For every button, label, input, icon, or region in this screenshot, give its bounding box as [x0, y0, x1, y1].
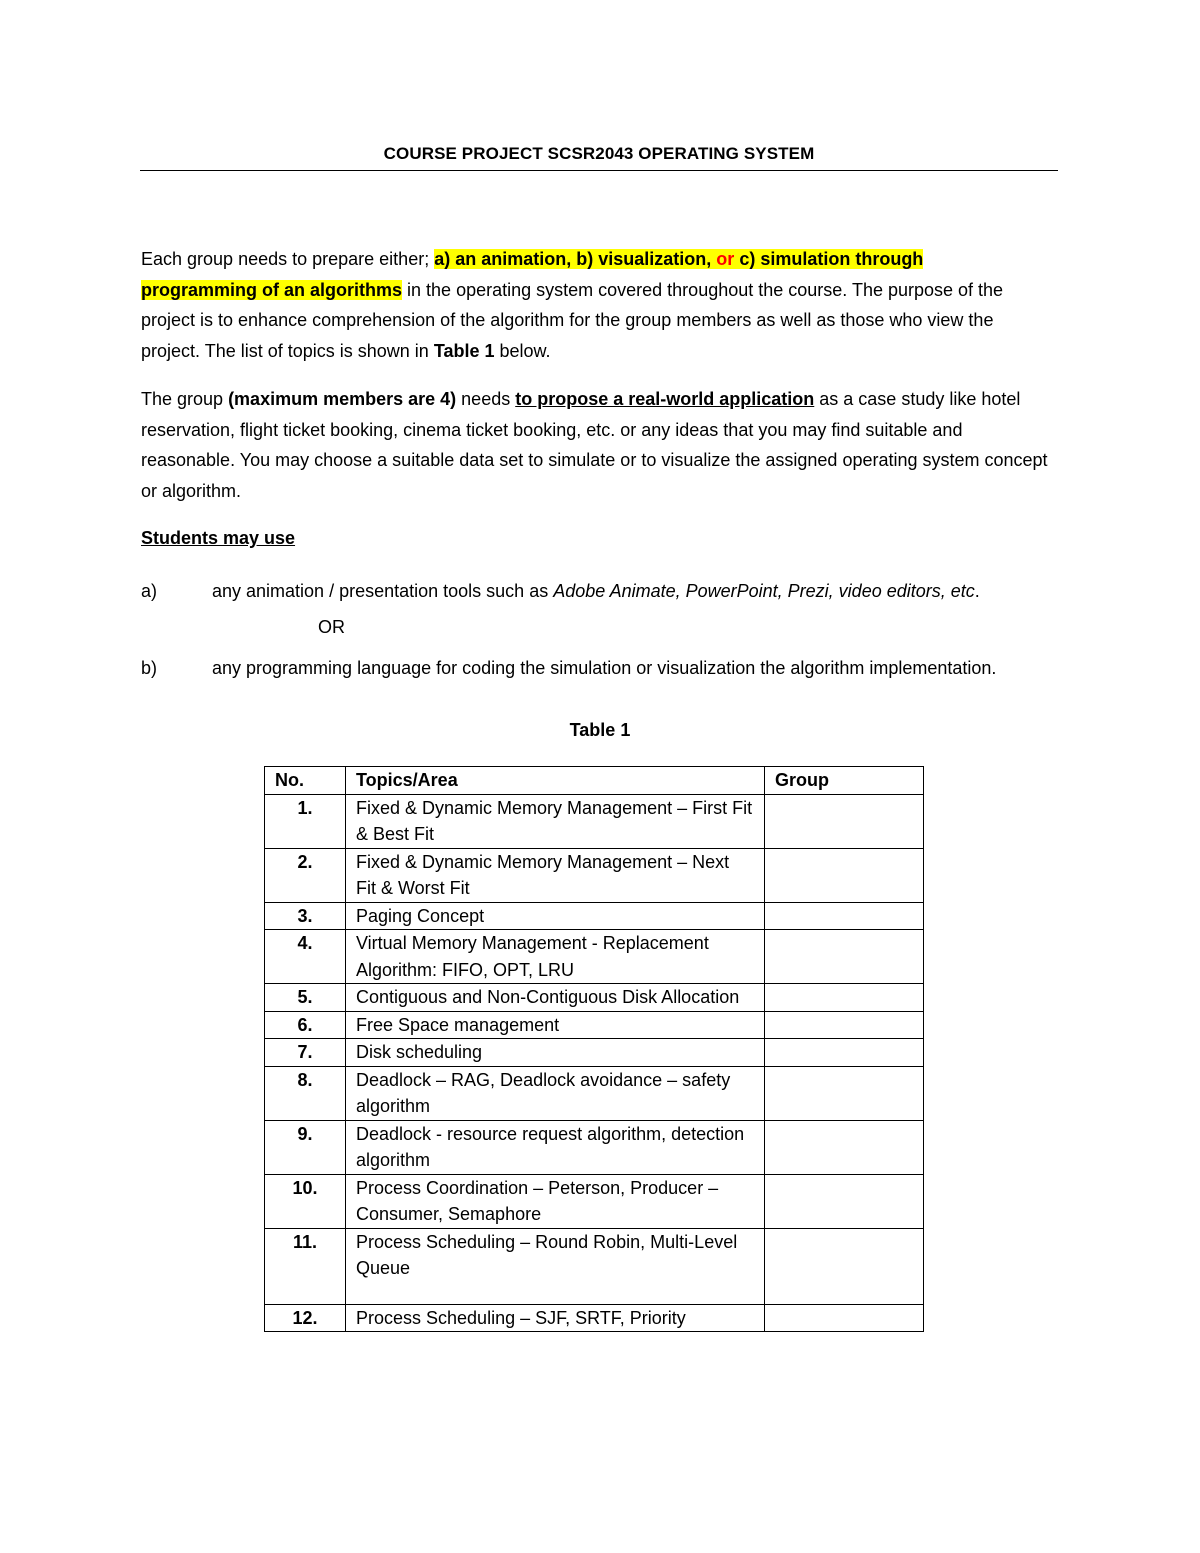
- table-caption: Table 1: [569, 720, 631, 740]
- row-number: 3.: [265, 902, 346, 930]
- group-rest: as a case study like hotel reservation, flight ticket booking, cinema ticket booking, etc. or any ideas that you may find suitable and reasonable. You may choose a suitable data set to simulate or to visualize the assigned operating system concept or algorithm.: [141, 389, 1048, 501]
- row-topic: Process Scheduling – Round Robin, Multi-Level Queue: [346, 1228, 765, 1304]
- row-topic: Free Space management: [346, 1011, 765, 1039]
- header-group: Group: [765, 767, 924, 795]
- row-group: [765, 1304, 924, 1332]
- row-topic: Contiguous and Non-Contiguous Disk Allocation: [346, 984, 765, 1012]
- row-group: [765, 794, 924, 848]
- intro-end: below.: [494, 340, 551, 361]
- table-row: [265, 1174, 924, 1228]
- option-c-line2: programming of an algorithms: [141, 279, 403, 300]
- row-group: [765, 1228, 924, 1304]
- table-row: [265, 848, 924, 902]
- intro-rest: in the operating system covered throughout the course. The purpose of the project is to enhance comprehension of the algorithm for the group members as well as those who view the project. The list of topics is shown in: [141, 279, 1004, 361]
- intro-paragraph: [141, 244, 1056, 366]
- row-group: [765, 1039, 924, 1067]
- row-topic: Deadlock – RAG, Deadlock avoidance – safety algorithm: [346, 1066, 765, 1120]
- table-row: [265, 1304, 924, 1332]
- table-row: [265, 984, 924, 1012]
- topics-table: [264, 766, 924, 1332]
- row-topic: Process Coordination – Peterson, Producer – Consumer, Semaphore: [346, 1174, 765, 1228]
- propose-text: to propose a real-world application: [515, 389, 815, 409]
- row-number: 2.: [265, 848, 346, 902]
- title-rule: [140, 170, 1058, 171]
- or-separator: OR: [318, 617, 345, 637]
- row-number: 10.: [265, 1174, 346, 1228]
- row-number: 5.: [265, 984, 346, 1012]
- row-topic: Disk scheduling: [346, 1039, 765, 1067]
- row-group: [765, 1011, 924, 1039]
- table-row: [265, 1011, 924, 1039]
- row-number: 11.: [265, 1228, 346, 1304]
- header-topic: Topics/Area: [346, 767, 765, 795]
- row-topic: Fixed & Dynamic Memory Management – First Fit & Best Fit: [346, 794, 765, 848]
- max-members: (maximum members are 4): [228, 389, 457, 409]
- list-marker-a: a): [141, 581, 158, 601]
- row-number: 7.: [265, 1039, 346, 1067]
- option-c-line1: c) simulation through: [739, 249, 924, 269]
- group-paragraph: [141, 384, 1056, 506]
- tool-names: Adobe Animate, PowerPoint, Prezi, video editors, etc: [553, 581, 975, 601]
- table-row: [265, 1228, 924, 1304]
- header-no: No.: [265, 767, 346, 795]
- intro-start: Each group needs to prepare either;: [141, 249, 435, 269]
- list-text-a: any animation / presentation tools such as Adobe Animate, PowerPoint, Prezi, video editors, etc.: [212, 581, 980, 601]
- table-row: [265, 1066, 924, 1120]
- row-topic: Deadlock - resource request algorithm, detection algorithm: [346, 1120, 765, 1174]
- list-marker-b: b): [141, 658, 158, 678]
- row-group: [765, 1174, 924, 1228]
- page-title: COURSE PROJECT SCSR2043 OPERATING SYSTEM: [383, 144, 815, 163]
- table-row: [265, 930, 924, 984]
- option-a: a) an animation,: [434, 249, 572, 269]
- students-heading: Students may use: [141, 528, 296, 548]
- table-row: [265, 1039, 924, 1067]
- table-ref: Table 1: [433, 340, 495, 361]
- row-group: [765, 902, 924, 930]
- group-start: The group: [141, 389, 229, 409]
- table-row: [265, 794, 924, 848]
- row-number: 6.: [265, 1011, 346, 1039]
- row-number: 12.: [265, 1304, 346, 1332]
- row-group: [765, 1120, 924, 1174]
- row-group: [765, 984, 924, 1012]
- row-number: 4.: [265, 930, 346, 984]
- table-row: [265, 902, 924, 930]
- option-b: b) visualization,: [576, 249, 712, 269]
- row-number: 9.: [265, 1120, 346, 1174]
- or-word: or: [716, 249, 735, 269]
- row-topic: Virtual Memory Management - Replacement Algorithm: FIFO, OPT, LRU: [346, 930, 765, 984]
- row-number: 8.: [265, 1066, 346, 1120]
- list-text-b: any programming language for coding the simulation or visualization the algorithm implementation.: [212, 658, 997, 678]
- row-number: 1.: [265, 794, 346, 848]
- row-topic: Process Scheduling – SJF, SRTF, Priority: [346, 1304, 765, 1332]
- row-topic: Paging Concept: [346, 902, 765, 930]
- row-group: [765, 1066, 924, 1120]
- group-mid: needs: [456, 389, 516, 409]
- row-group: [765, 848, 924, 902]
- table-header-row: [265, 767, 924, 795]
- row-topic: Fixed & Dynamic Memory Management – Next Fit & Worst Fit: [346, 848, 765, 902]
- table-row: [265, 1120, 924, 1174]
- row-group: [765, 930, 924, 984]
